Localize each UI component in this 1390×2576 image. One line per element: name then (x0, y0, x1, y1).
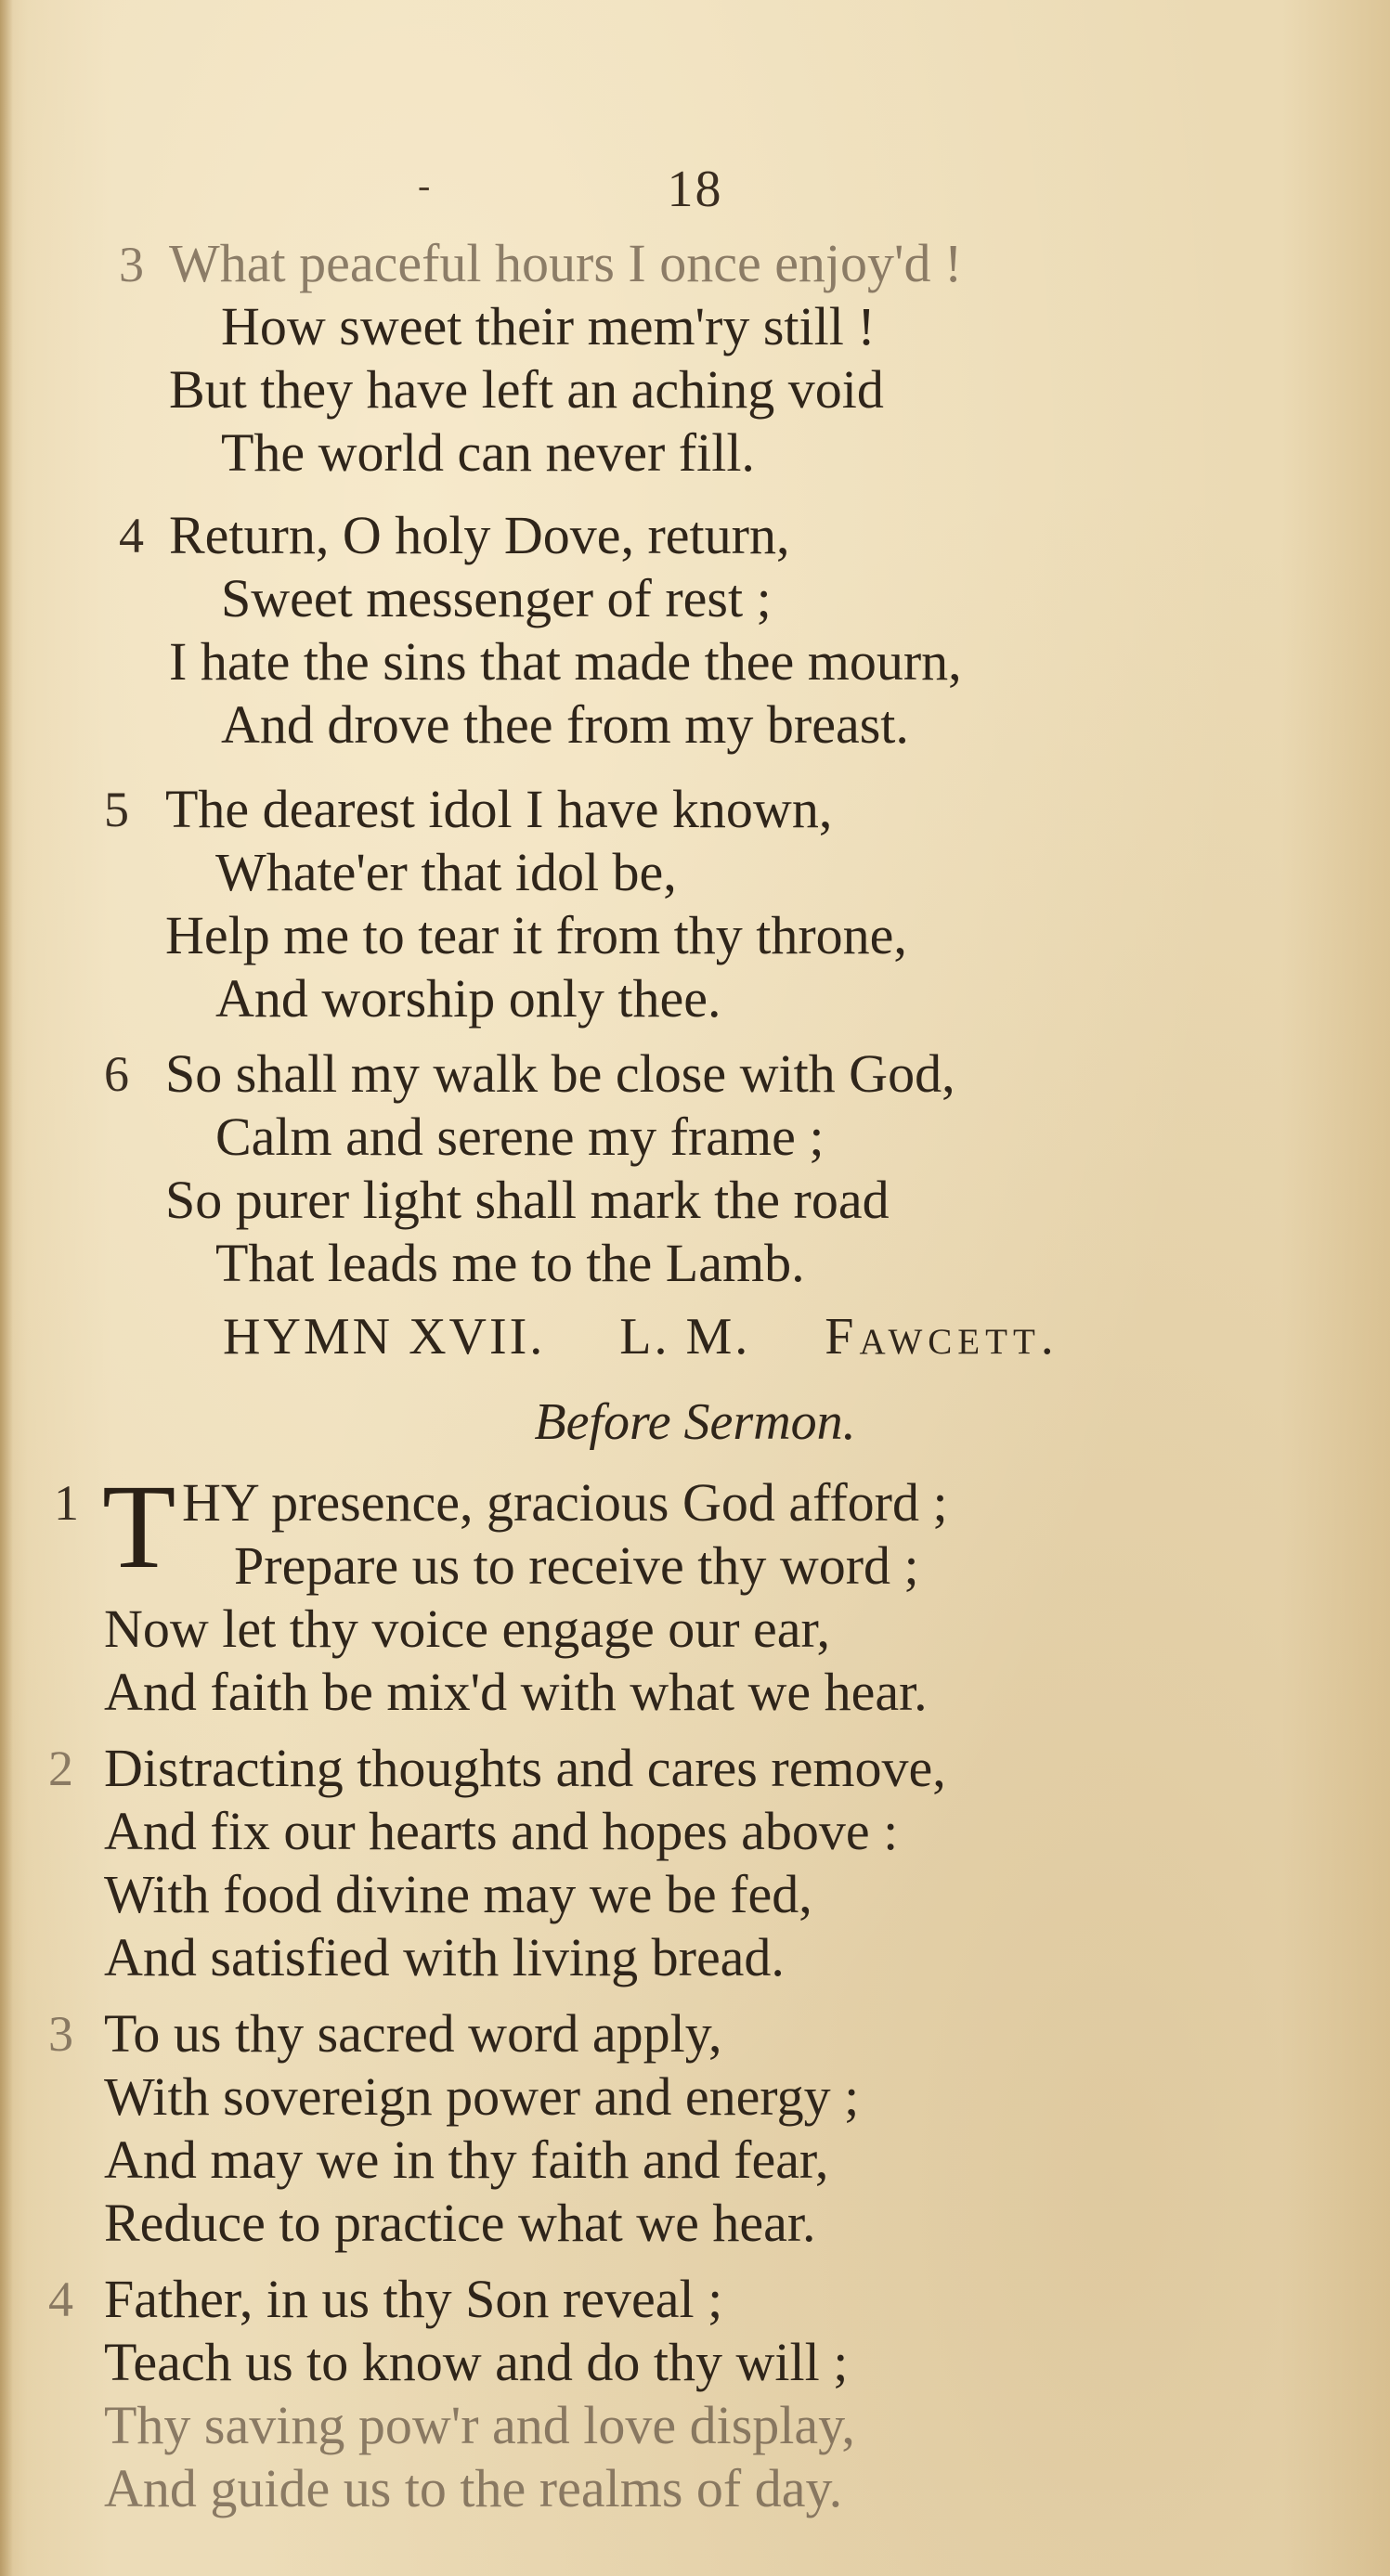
verse-line: And may we in thy faith and fear, (104, 2129, 829, 2190)
verse-line: With food divine may we be fed, (104, 1864, 812, 1924)
verse-line: HY presence, gracious God afford ; (182, 1472, 948, 1533)
verse-number: 2 (48, 1741, 73, 1796)
verse-number: 3 (119, 237, 144, 292)
verse-line: Help me to tear it from thy throne, (165, 905, 907, 965)
verse-line: To us thy sacred word apply, (104, 2003, 722, 2064)
verse-line: The world can never fill. (221, 422, 755, 483)
verse-line: And guide us to the realms of day. (104, 2458, 843, 2518)
verse-line-6-3: So purer light shall mark the road (165, 1170, 890, 1230)
verse-line: Calm and serene my frame ; (215, 1107, 825, 1167)
verse-line: What peaceful hours I once enjoy'd ! (169, 233, 963, 293)
verse-line: Now let thy voice engage our ear, (104, 1599, 830, 1659)
verse-number: 4 (48, 2272, 73, 2327)
verse-line: I hate the sins that made thee mourn, (169, 631, 962, 692)
verse-number: 4 (119, 508, 144, 563)
verse-number: 6 (104, 1046, 129, 1102)
hymn-author: Fawcett. (825, 1308, 1059, 1366)
hymn-subtitle: Before Sermon. (534, 1393, 856, 1451)
verse-line-6-4: That leads me to the Lamb. (215, 1233, 805, 1293)
page-number: 18 (667, 161, 723, 218)
page-edge (0, 0, 13, 2576)
hymn-heading (223, 1307, 1059, 1366)
verse-line: Return, O holy Dove, return, (169, 505, 790, 565)
verse-line: The dearest idol I have known, (165, 779, 833, 839)
verse-line: How sweet their mem'ry still ! (221, 296, 876, 356)
verse-number: 1 (54, 1475, 79, 1531)
verse-line: And faith be mix'd with what we hear. (104, 1662, 928, 1722)
verse-line: And drove thee from my breast. (221, 694, 909, 755)
verse-line: With sovereign power and energy ; (104, 2066, 860, 2127)
verse-number: 5 (104, 782, 129, 837)
verse-line: Teach us to know and do thy will ; (104, 2332, 849, 2392)
hymn-number: HYMN XVII. (223, 1308, 546, 1366)
verse-line: Distracting thoughts and cares remove, (104, 1738, 946, 1798)
verse-line: And worship only thee. (215, 968, 721, 1029)
verse-line: So shall my walk be close with God, (165, 1043, 955, 1104)
verse-line: Reduce to practice what we hear. (104, 2193, 816, 2253)
verse-line: Sweet messenger of rest ; (221, 568, 772, 628)
hymn-meter: L. M. (619, 1308, 751, 1366)
verse-line: Whate'er that idol be, (215, 842, 677, 902)
verse-line: Prepare us to receive thy word ; (234, 1535, 919, 1596)
verse-line: And satisfied with living bread. (104, 1927, 785, 1987)
header-dash: - (418, 164, 431, 206)
verse-number: 3 (48, 2006, 73, 2062)
verse-line: And fix our hearts and hopes above : (104, 1801, 899, 1861)
verse-line: But they have left an aching void (169, 359, 884, 420)
drop-cap: T (102, 1460, 176, 1594)
verse-line: Thy saving pow'r and love display, (104, 2395, 855, 2455)
verse-line: Father, in us thy Son reveal ; (104, 2269, 723, 2329)
